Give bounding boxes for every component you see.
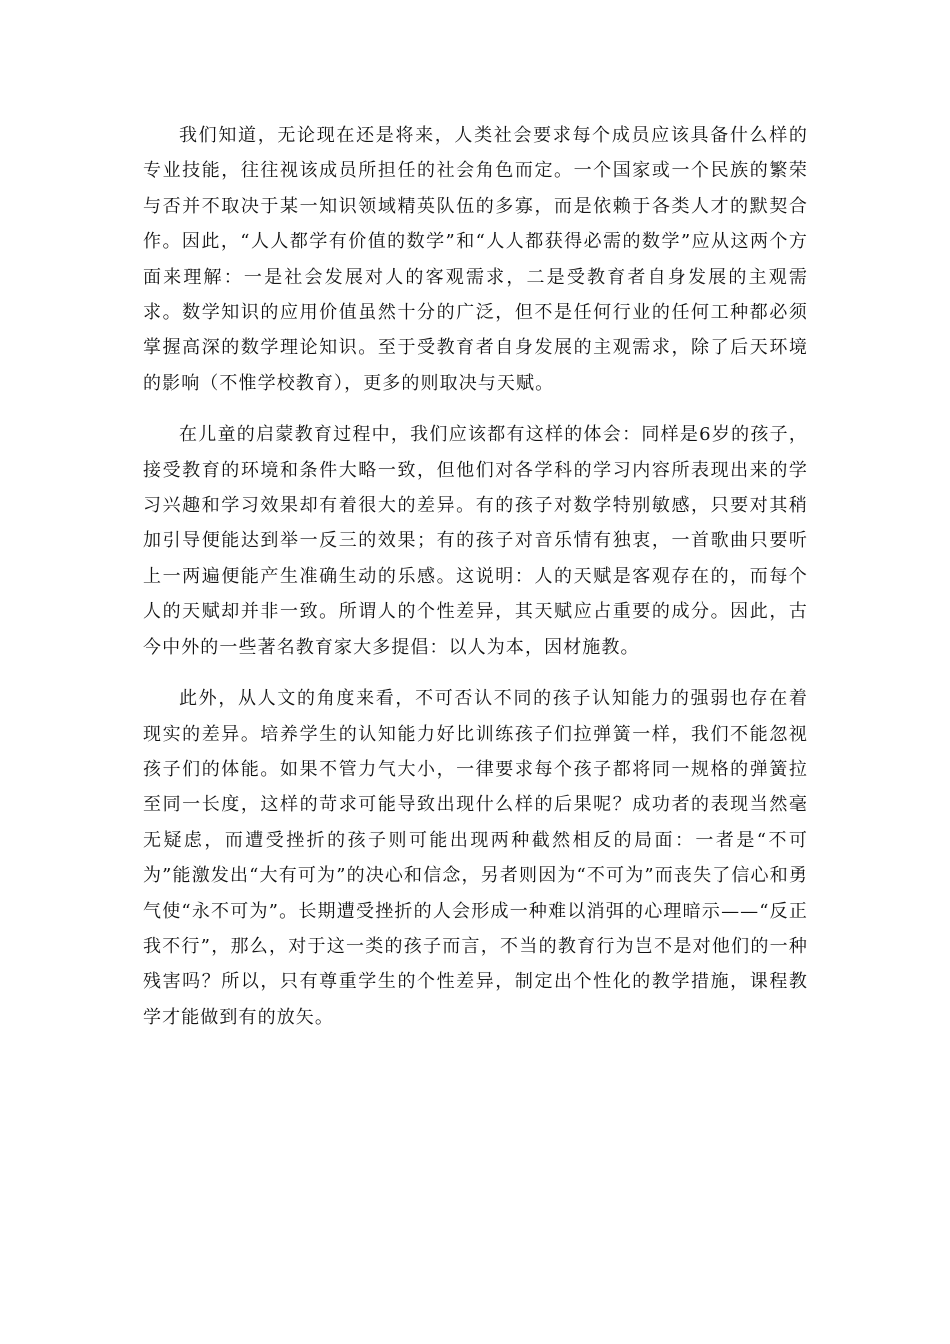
paragraph-2: 在儿童的启蒙教育过程中，我们应该都有这样的体会：同样是6岁的孩子，接受教育的环境和条件大略一致，但他们对各学科的学习内容所表现出来的学习兴趣和学习效果却有着很大的差异。有的孩子对数学特别敏感，只要对其稍加引导便能达到举一反三的效果；有的孩子对音乐情有独衷，一首歌曲只要听上一两遍便能产生准确生动的乐感。这说明：人的天赋是客观存在的，而每个人的天赋却并非一致。所谓人的个性差异，其天赋应占重要的成分。因此，古今中外的一些著名教育家大多提倡：以人为本，因材施教。 — [143, 424, 808, 658]
document-body — [143, 118, 808, 1035]
paragraph-3: 此外，从人文的角度来看，不可否认不同的孩子认知能力的强弱也存在着现实的差异。培养学生的认知能力好比训练孩子们拉弹簧一样，我们不能忽视孩子们的体能。如果不管力气大小，一律要求每个孩子都将同一规格的弹簧拉至同一长度，这样的苛求可能导致出现什么样的后果呢？成功者的表现当然毫无疑虑，而遭受挫折的孩子则可能出现两种截然相反的局面：一者是“不可为”能激发出“大有可为”的决心和信念，另者则因为“不可为”而丧失了信心和勇气使“永不可为”。长期遭受挫折的人会形成一种难以消弭的心理暗示——“反正我不行”，那么，对于这一类的孩子而言，不当的教育行为岂不是对他们的一种残害吗？所以，只有尊重学生的个性差异，制定出个性化的教学措施，课程教学才能做到有的放矢。 — [143, 688, 808, 1028]
paragraph-1: 我们知道，无论现在还是将来，人类社会要求每个成员应该具备什么样的专业技能，往往视该成员所担任的社会角色而定。一个国家或一个民族的繁荣与否并不取决于某一知识领域精英队伍的多寡，而是依赖于各类人才的默契合作。因此，“人人都学有价值的数学”和“人人都获得必需的数学”应从这两个方面来理解：一是社会发展对人的客观需求，二是受教育者自身发展的主观需求。数学知识的应用价值虽然十分的广泛，但不是任何行业的任何工种都必须掌握高深的数学理论知识。至于受教育者自身发展的主观需求，除了后天环境的影响（不惟学校教育），更多的则取决与天赋。 — [143, 125, 808, 394]
